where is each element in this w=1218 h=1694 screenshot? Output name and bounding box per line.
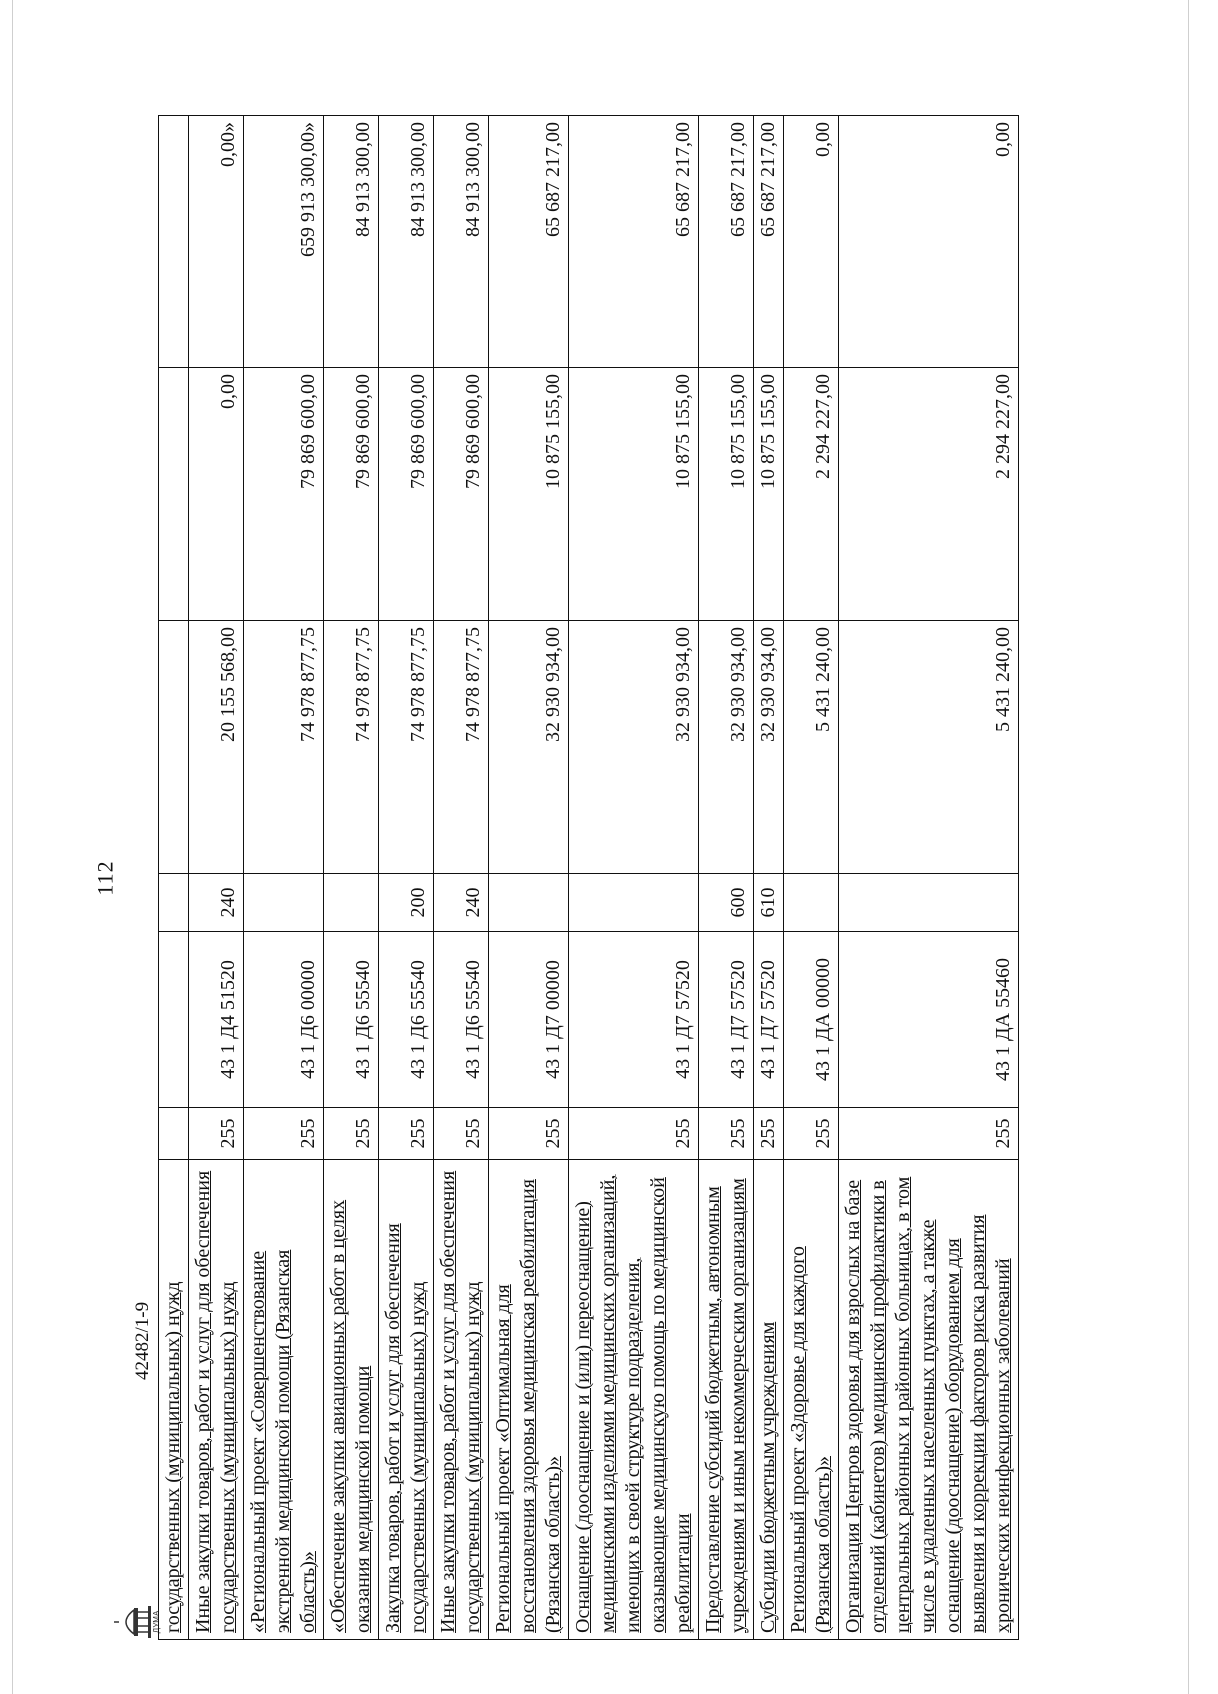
row-grbs-code: 255 <box>434 1108 489 1160</box>
row-sum-3: 65 687 217,00 <box>489 116 569 368</box>
row-sum-1: 74 978 877,75 <box>324 621 379 874</box>
row-sum-2 <box>159 368 189 621</box>
row-expense-type: 240 <box>189 874 244 932</box>
row-sum-2: 0,00 <box>189 368 244 621</box>
row-sum-2: 79 869 600,00 <box>379 368 434 621</box>
row-expense-type: 240 <box>434 874 489 932</box>
scan-edge-line <box>12 0 13 1694</box>
row-grbs-code: 255 <box>189 1108 244 1160</box>
row-name: Субсидии бюджетным учреждениям <box>754 1160 784 1640</box>
table-row <box>379 116 434 1640</box>
row-sum-1: 32 930 934,00 <box>569 621 699 874</box>
row-name: Оснащение (дооснащение и (или) переоснащение) медицинскими изделиями медицинских организаций, имеющих в своей структуре подразделения, оказывающие медицинскую помощь по медицинской реабилитации <box>569 1160 699 1640</box>
rotated-page-content <box>158 116 1218 1640</box>
state-duma-emblem-icon <box>112 1602 160 1642</box>
row-target-article <box>159 932 189 1108</box>
row-sum-3: 0,00 <box>839 116 1019 368</box>
row-expense-type: 610 <box>754 874 784 932</box>
row-name: государственных (муниципальных) нужд <box>159 1160 189 1640</box>
row-sum-3: 659 913 300,00» <box>244 116 324 368</box>
table-row <box>189 116 244 1640</box>
row-sum-1: 32 930 934,00 <box>754 621 784 874</box>
row-sum-2: 10 875 155,00 <box>754 368 784 621</box>
row-sum-3 <box>159 116 189 368</box>
row-sum-3: 84 913 300,00 <box>379 116 434 368</box>
table-row <box>839 116 1019 1640</box>
row-expense-type: 600 <box>699 874 754 932</box>
row-expense-type <box>324 874 379 932</box>
row-target-article: 43 1 Д6 00000 <box>244 932 324 1108</box>
table-row <box>244 116 324 1640</box>
row-grbs-code: 255 <box>244 1108 324 1160</box>
row-sum-1: 74 978 877,75 <box>379 621 434 874</box>
row-grbs-code: 255 <box>569 1108 699 1160</box>
row-sum-2: 10 875 155,00 <box>489 368 569 621</box>
row-expense-type <box>244 874 324 932</box>
row-target-article: 43 1 Д7 57520 <box>754 932 784 1108</box>
row-sum-2: 2 294 227,00 <box>839 368 1019 621</box>
table-row <box>569 116 699 1640</box>
row-sum-2: 10 875 155,00 <box>699 368 754 621</box>
table-row <box>434 116 489 1640</box>
row-name: «Региональный проект «Совершенствование экстренной медицинской помощи (Рязанская область)» <box>244 1160 324 1640</box>
row-name: «Обеспечение закупки авиационных работ в целях оказания медицинской помощи <box>324 1160 379 1640</box>
table-row <box>159 116 189 1640</box>
budget-table <box>158 115 1019 1640</box>
row-sum-1: 5 431 240,00 <box>784 621 839 874</box>
table-row <box>489 116 569 1640</box>
row-expense-type <box>489 874 569 932</box>
row-target-article: 43 1 Д7 00000 <box>489 932 569 1108</box>
row-target-article: 43 1 Д4 51520 <box>189 932 244 1108</box>
row-name: Предоставление субсидий бюджетным, автономным учреждениям и иным некоммерческим организациям <box>699 1160 754 1640</box>
row-name: Закупка товаров, работ и услуг для обеспечения государственных (муниципальных) нужд <box>379 1160 434 1640</box>
row-sum-2: 79 869 600,00 <box>434 368 489 621</box>
row-expense-type <box>784 874 839 932</box>
row-sum-1 <box>159 621 189 874</box>
document-code: 42482/1-9 <box>132 1301 153 1380</box>
page-number: 112 <box>92 860 118 896</box>
row-grbs-code: 255 <box>754 1108 784 1160</box>
row-sum-3: 0,00» <box>189 116 244 368</box>
row-sum-3: 65 687 217,00 <box>754 116 784 368</box>
row-grbs-code <box>159 1108 189 1160</box>
row-target-article: 43 1 ДА 55460 <box>839 932 1019 1108</box>
row-target-article: 43 1 Д6 55540 <box>379 932 434 1108</box>
row-sum-2: 10 875 155,00 <box>569 368 699 621</box>
row-name: Иные закупки товаров, работ и услуг для обеспечения государственных (муниципальных) нужд <box>434 1160 489 1640</box>
row-sum-1: 5 431 240,00 <box>839 621 1019 874</box>
table-row <box>699 116 754 1640</box>
table-row <box>784 116 839 1640</box>
row-sum-1: 20 155 568,00 <box>189 621 244 874</box>
row-target-article: 43 1 ДА 00000 <box>784 932 839 1108</box>
row-sum-1: 74 978 877,75 <box>434 621 489 874</box>
row-sum-1: 32 930 934,00 <box>489 621 569 874</box>
row-grbs-code: 255 <box>379 1108 434 1160</box>
row-sum-3: 0,00 <box>784 116 839 368</box>
row-name: Региональный проект «Здоровье для каждого (Рязанская область)» <box>784 1160 839 1640</box>
row-sum-2: 79 869 600,00 <box>244 368 324 621</box>
row-name: Организация Центров здоровья для взрослых на базе отделений (кабинетов) медицинской профилактики в центральных районных и районных больницах, в том числе в удаленных населенных пунктах, а также оснащение (дооснащение) оборудованием для выявления и коррекции факторов риска развития хронических неинфекционных заболеваний <box>839 1160 1019 1640</box>
row-expense-type: 200 <box>379 874 434 932</box>
table-row <box>754 116 784 1640</box>
row-target-article: 43 1 Д6 55540 <box>434 932 489 1108</box>
table-row <box>324 116 379 1640</box>
row-target-article: 43 1 Д6 55540 <box>324 932 379 1108</box>
row-expense-type <box>569 874 699 932</box>
row-grbs-code: 255 <box>839 1108 1019 1160</box>
row-expense-type <box>159 874 189 932</box>
row-sum-1: 74 978 877,75 <box>244 621 324 874</box>
row-target-article: 43 1 Д7 57520 <box>699 932 754 1108</box>
logo-text: ДУМА <box>152 1610 161 1634</box>
row-name: Иные закупки товаров, работ и услуг для обеспечения государственных (муниципальных) нужд <box>189 1160 244 1640</box>
row-sum-3: 84 913 300,00 <box>324 116 379 368</box>
row-target-article: 43 1 Д7 57520 <box>569 932 699 1108</box>
row-sum-1: 32 930 934,00 <box>699 621 754 874</box>
row-sum-2: 79 869 600,00 <box>324 368 379 621</box>
row-name: Региональный проект «Оптимальная для восстановления здоровья медицинская реабилитация (Рязанская область)» <box>489 1160 569 1640</box>
row-grbs-code: 255 <box>784 1108 839 1160</box>
row-sum-3: 65 687 217,00 <box>569 116 699 368</box>
row-sum-3: 65 687 217,00 <box>699 116 754 368</box>
row-sum-2: 2 294 227,00 <box>784 368 839 621</box>
row-expense-type <box>839 874 1019 932</box>
row-grbs-code: 255 <box>489 1108 569 1160</box>
row-sum-3: 84 913 300,00 <box>434 116 489 368</box>
row-grbs-code: 255 <box>324 1108 379 1160</box>
row-grbs-code: 255 <box>699 1108 754 1160</box>
